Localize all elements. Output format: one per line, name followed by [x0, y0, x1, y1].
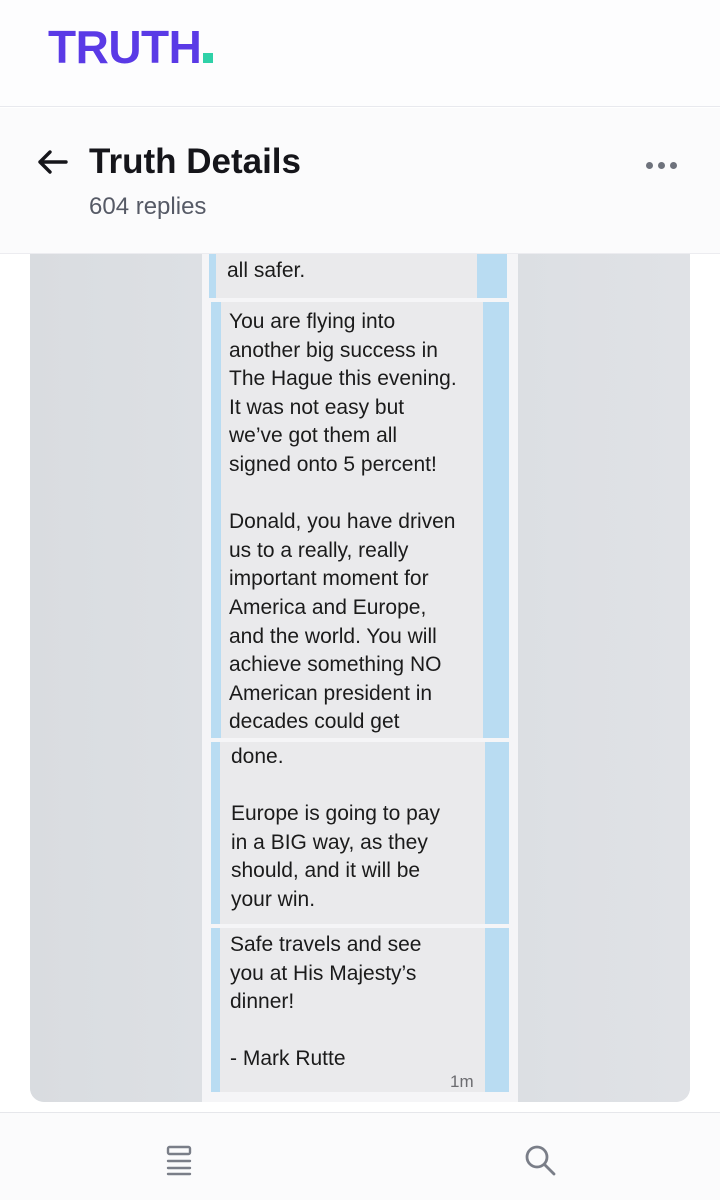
- message-text: done. Europe is going to pay in a BIG way, as they should, and it will be your win.: [231, 745, 440, 911]
- bubble-strip-right: [477, 254, 507, 298]
- more-horizontal-icon: [646, 162, 653, 169]
- message-timestamp: 1m: [450, 1072, 474, 1091]
- post-image[interactable]: [30, 254, 690, 1102]
- message-screenshot: [202, 254, 518, 1102]
- bubble-strip-left: [209, 254, 216, 298]
- bubble-strip-left: [211, 928, 220, 1092]
- search-icon: [523, 1143, 557, 1177]
- nav-search-button[interactable]: [520, 1140, 560, 1180]
- replies-count: 604 replies: [89, 193, 207, 220]
- image-blur-right: [518, 254, 690, 1102]
- bubble-strip-right: [483, 302, 509, 738]
- logo-dot: [203, 53, 213, 63]
- feed-icon: [165, 1144, 193, 1176]
- message-bubble: [209, 254, 507, 298]
- more-horizontal-icon-dot: [658, 162, 665, 169]
- message-text: all safer.: [227, 259, 306, 282]
- nav-feed-button[interactable]: [159, 1140, 199, 1180]
- image-blur-left: [30, 254, 202, 1102]
- bubble-strip-left: [211, 742, 220, 924]
- brand-bar: [0, 0, 720, 107]
- message-text: Safe travels and see you at His Majesty’s dinner! - Mark Rutte: [230, 933, 422, 1071]
- message-bubble: [211, 742, 509, 924]
- back-button[interactable]: [30, 142, 74, 182]
- more-horizontal-icon-dot: [670, 162, 677, 169]
- message-text: You are flying into another big success in The Hague this evening. It was not easy but we’ve got them all signed onto 5 percent! Donald, you have driven us to a really, really important moment for America and Europe, and the world. You will achieve something NO American president in decades could get: [229, 310, 457, 734]
- logo-text: TRUTH: [48, 21, 202, 73]
- arrow-left-icon: [36, 149, 68, 175]
- bubble-strip-right: [485, 742, 509, 924]
- more-options-button[interactable]: [636, 150, 686, 180]
- truth-logo[interactable]: [48, 22, 213, 72]
- page-title: Truth Details: [89, 142, 301, 181]
- bubble-strip-left: [211, 302, 221, 738]
- message-bubble: [211, 302, 509, 738]
- bottom-nav: [0, 1112, 720, 1200]
- bubble-strip-right: [485, 928, 509, 1092]
- message-bubble: [211, 928, 509, 1092]
